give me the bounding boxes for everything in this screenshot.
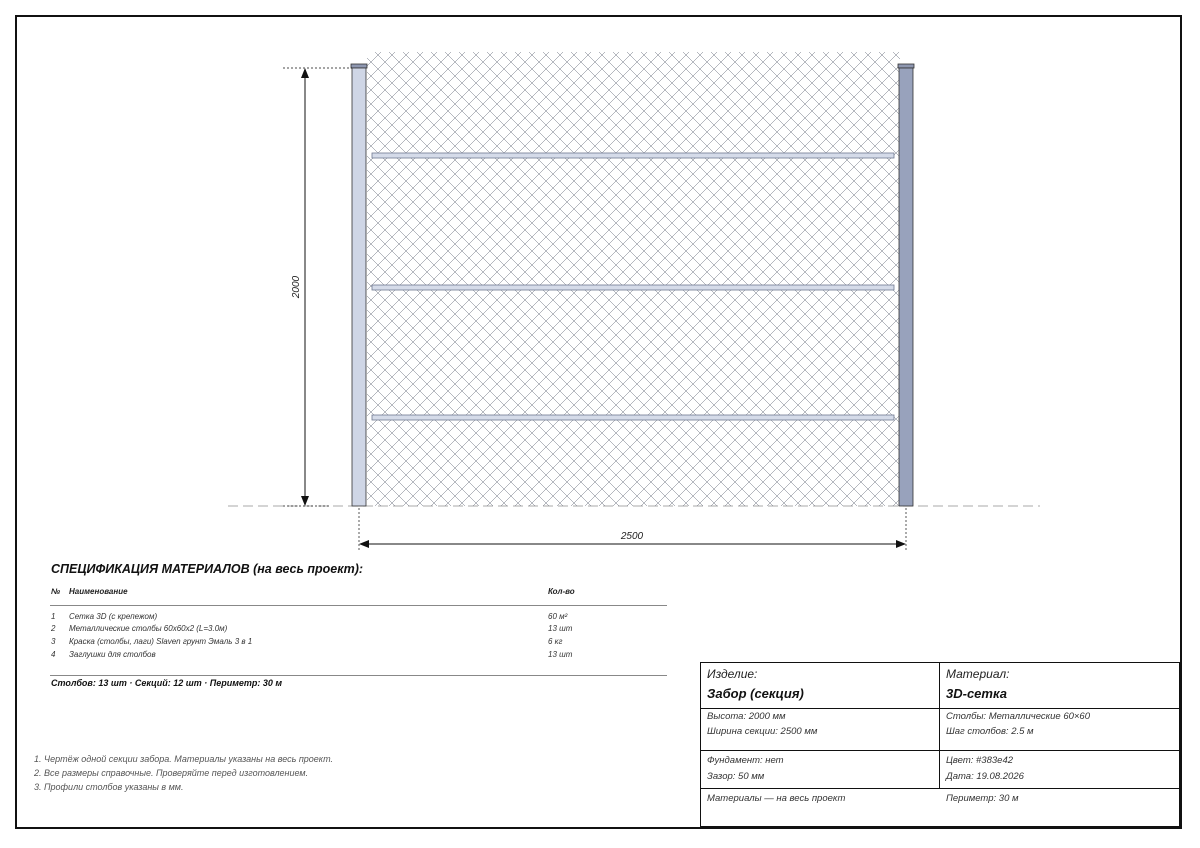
mesh-wire	[1103, 52, 1200, 506]
spec-header-qty: Кол-во	[548, 587, 575, 596]
mesh-wire	[781, 52, 1200, 506]
foundation-text: Фундамент: нет	[707, 755, 784, 766]
mesh-wire	[1159, 52, 1200, 506]
mesh-wire	[977, 52, 1200, 506]
spec-row-num: 1	[51, 612, 56, 621]
posts-text: Столбы: Металлические 60×60	[946, 711, 1091, 722]
mesh-wire	[1117, 52, 1200, 506]
mesh-wire	[1033, 52, 1200, 506]
mesh-wire	[0, 52, 409, 506]
mesh-wire	[823, 52, 1200, 506]
mesh-wire	[0, 52, 437, 506]
spec-row-num: 3	[51, 637, 56, 646]
mesh-wire	[1173, 52, 1200, 506]
mesh-wire	[0, 52, 381, 506]
post-step-text: Шаг столбов: 2.5 м	[946, 726, 1034, 737]
mesh-wire	[0, 52, 395, 506]
mesh-wire	[879, 52, 1200, 506]
rail-bottom	[372, 415, 894, 420]
material-value: 3D-сетка	[946, 686, 1007, 701]
spec-row-qty: 13 шт	[548, 624, 573, 633]
spec-row-name: Сетка 3D (с крепежом)	[69, 612, 158, 621]
title-block-divider	[700, 750, 1180, 751]
mesh-wire	[935, 52, 1200, 506]
spec-header-num: №	[51, 587, 61, 596]
mesh-wire	[0, 52, 451, 506]
mesh-wire	[1103, 52, 1200, 506]
mesh-wire	[837, 52, 1200, 506]
mesh-wire	[1117, 52, 1200, 506]
mesh-wire	[921, 52, 1200, 506]
post-left	[351, 64, 367, 506]
color-text: Цвет: #383e42	[946, 755, 1014, 766]
mesh-wire	[795, 52, 1200, 506]
note-2: 2. Все размеры справочные. Проверяйте перед изготовлением.	[34, 768, 309, 778]
mesh-wire	[907, 52, 1200, 506]
mesh-panel	[0, 52, 1200, 506]
mesh-wire	[1089, 52, 1200, 506]
spec-row	[0, 650, 640, 663]
mesh-wire	[963, 52, 1200, 506]
width-dimension-label: 2500	[620, 531, 644, 542]
title-block-divider	[700, 788, 1180, 789]
product-label: Изделие:	[707, 667, 758, 681]
product-value: Забор (секция)	[707, 686, 804, 701]
spec-table-body	[0, 612, 700, 667]
width-dimension	[359, 508, 906, 550]
mesh-wire	[935, 52, 1200, 506]
mesh-wire	[991, 52, 1200, 506]
mesh-wire	[1187, 52, 1200, 506]
height-dimension-label: 2000	[291, 275, 302, 299]
note-1: 1. Чертёж одной секции забора. Материалы указаны на весь проект.	[34, 754, 334, 764]
mesh-wire	[921, 52, 1200, 506]
spec-row-qty: 13 шт	[548, 650, 573, 659]
mesh-wire	[907, 52, 1200, 506]
spec-row-name: Металлические столбы 60x60x2 (L=3.0м)	[69, 624, 228, 633]
mesh-wire	[1089, 52, 1200, 506]
mesh-wire	[0, 52, 367, 506]
mesh-wire	[0, 52, 381, 506]
mesh-wire	[753, 52, 1200, 506]
materials-note-text: Материалы — на весь проект	[707, 793, 846, 804]
mesh-wire	[1019, 52, 1200, 506]
mesh-wire	[1005, 52, 1200, 506]
post-right	[898, 64, 914, 506]
mesh-wire	[893, 52, 1200, 506]
mesh-wire	[991, 52, 1200, 506]
rail-top	[372, 153, 894, 158]
mesh-wire	[1033, 52, 1200, 506]
mesh-wire	[837, 52, 1200, 506]
spec-row-num: 2	[51, 624, 56, 633]
mesh-wire	[1075, 52, 1200, 506]
date-text: Дата: 19.08.2026	[946, 771, 1024, 782]
mesh-wire	[1019, 52, 1200, 506]
mesh-wire	[1159, 52, 1200, 506]
perimeter-text: Периметр: 30 м	[946, 793, 1019, 804]
material-label: Материал:	[946, 667, 1010, 681]
spec-row-name: Краска (столбы, лаги) Slaven грунт Эмаль 3 в 1	[69, 637, 253, 646]
spec-row	[0, 624, 640, 637]
rail-middle	[372, 285, 894, 290]
spec-row-qty: 60 м²	[548, 612, 568, 621]
mesh-wire	[0, 52, 367, 506]
mesh-wire	[1131, 52, 1200, 506]
spec-row-name: Заглушки для столбов	[69, 650, 156, 659]
mesh-wire	[781, 52, 1200, 506]
mesh-wire	[1075, 52, 1200, 506]
mesh-wire	[879, 52, 1200, 506]
mesh-wire	[1145, 52, 1200, 506]
spec-header-divider	[50, 605, 667, 606]
spec-footer-divider	[50, 675, 667, 676]
title-block-divider-vertical	[939, 662, 940, 788]
mesh-wire	[1187, 52, 1200, 506]
mesh-wire	[753, 52, 1200, 506]
mesh-wire	[0, 52, 395, 506]
mesh-wire	[865, 52, 1200, 506]
mesh-wire	[949, 52, 1200, 506]
spec-row	[0, 637, 640, 650]
height-text: Высота: 2000 мм	[707, 711, 786, 722]
mesh-wire	[1131, 52, 1200, 506]
mesh-wire	[865, 52, 1200, 506]
mesh-wire	[809, 52, 1200, 506]
mesh-wire	[809, 52, 1200, 506]
height-dimension	[283, 68, 352, 506]
spec-summary: Столбов: 13 шт · Секций: 12 шт · Периметр: 30 м	[51, 678, 283, 688]
mesh-wire	[0, 52, 451, 506]
mesh-wire	[1061, 52, 1200, 506]
mesh-wire	[0, 52, 409, 506]
mesh-wire	[823, 52, 1200, 506]
spec-header-name: Наименование	[69, 587, 128, 596]
mesh-wire	[963, 52, 1200, 506]
gap-text: Зазор: 50 мм	[707, 771, 765, 782]
note-3: 3. Профили столбов указаны в мм.	[34, 782, 184, 792]
title-block-divider	[700, 708, 1180, 709]
mesh-wire	[1005, 52, 1200, 506]
spec-row-qty: 6 кг	[548, 637, 563, 646]
spec-row-num: 4	[51, 650, 56, 659]
section-width-text: Ширина секции: 2500 мм	[707, 726, 818, 737]
mesh-wire	[767, 52, 1200, 506]
mesh-wire	[767, 52, 1200, 506]
mesh-wire	[977, 52, 1200, 506]
mesh-wire	[1047, 52, 1200, 506]
mesh-wire	[1061, 52, 1200, 506]
mesh-wire	[893, 52, 1200, 506]
spec-title: СПЕЦИФИКАЦИЯ МАТЕРИАЛОВ (на весь проект):	[51, 562, 364, 576]
mesh-wire	[795, 52, 1200, 506]
mesh-wire	[1173, 52, 1200, 506]
mesh-wire	[0, 52, 437, 506]
mesh-wire	[1145, 52, 1200, 506]
mesh-wire	[949, 52, 1200, 506]
mesh-wire	[1047, 52, 1200, 506]
